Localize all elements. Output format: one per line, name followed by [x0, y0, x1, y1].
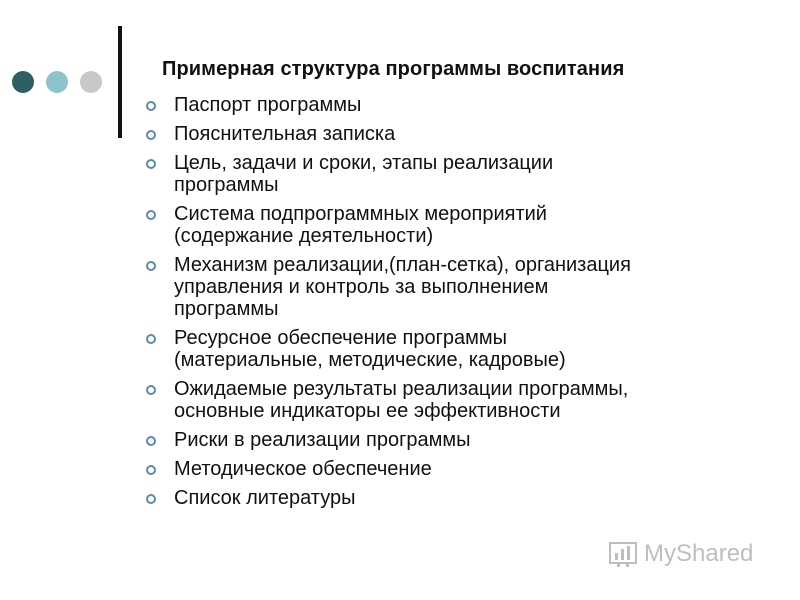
bullet-item-text: управления и контроль за выполнением — [174, 276, 549, 298]
decorative-dots — [0, 71, 110, 95]
bullet-list — [140, 94, 760, 516]
bullet-item — [140, 203, 760, 247]
bullet-item-text: программы — [174, 298, 279, 320]
bullet-circle-icon — [146, 436, 156, 446]
slide-title: Примерная структура программы воспитания — [162, 58, 625, 80]
bullet-item — [140, 458, 760, 480]
bullet-item — [140, 429, 760, 451]
bullet-circle-icon — [146, 494, 156, 504]
vertical-divider — [118, 26, 122, 138]
bullet-item-text: (материальные, методические, кадровые) — [174, 349, 566, 371]
bullet-item-text: Методическое обеспечение — [174, 458, 432, 480]
bullet-circle-icon — [146, 130, 156, 140]
bullet-item-text: основные индикаторы ее эффективности — [174, 400, 561, 422]
bullet-circle-icon — [146, 159, 156, 169]
decorative-dot-gray — [80, 71, 102, 93]
bullet-item — [140, 94, 760, 116]
bar-chart-icon — [608, 539, 638, 569]
bullet-item — [140, 487, 760, 509]
decorative-dot-light-blue — [46, 71, 68, 93]
bullet-item — [140, 123, 760, 145]
bullet-item — [140, 254, 760, 320]
decorative-dot-dark — [12, 71, 34, 93]
watermark-text: MyShared — [644, 540, 754, 567]
bullet-item — [140, 378, 760, 422]
bullet-item-text: Риски в реализации программы — [174, 429, 471, 451]
bullet-item-text: Паспорт программы — [174, 94, 362, 116]
bullet-item — [140, 152, 760, 196]
bullet-item-text: Список литературы — [174, 487, 356, 509]
bullet-item-text: Цель, задачи и сроки, этапы реализации — [174, 152, 554, 174]
bullet-circle-icon — [146, 465, 156, 475]
bullet-item-text: программы — [174, 174, 279, 196]
bullet-item-text: Система подпрограммных мероприятий — [174, 203, 547, 225]
bullet-item-text: Ресурсное обеспечение программы — [174, 327, 508, 349]
bullet-circle-icon — [146, 210, 156, 220]
watermark — [608, 538, 753, 570]
bullet-circle-icon — [146, 261, 156, 271]
bullet-item-text: Пояснительная записка — [174, 123, 396, 145]
bullet-item-text: (содержание деятельности) — [174, 225, 434, 247]
bullet-circle-icon — [146, 385, 156, 395]
bullet-item-text: Ожидаемые результаты реализации программы, — [174, 378, 629, 400]
bullet-item-text: Механизм реализации,(план-сетка), организация — [174, 254, 631, 276]
bullet-circle-icon — [146, 334, 156, 344]
bullet-item — [140, 327, 760, 371]
bullet-circle-icon — [146, 101, 156, 111]
